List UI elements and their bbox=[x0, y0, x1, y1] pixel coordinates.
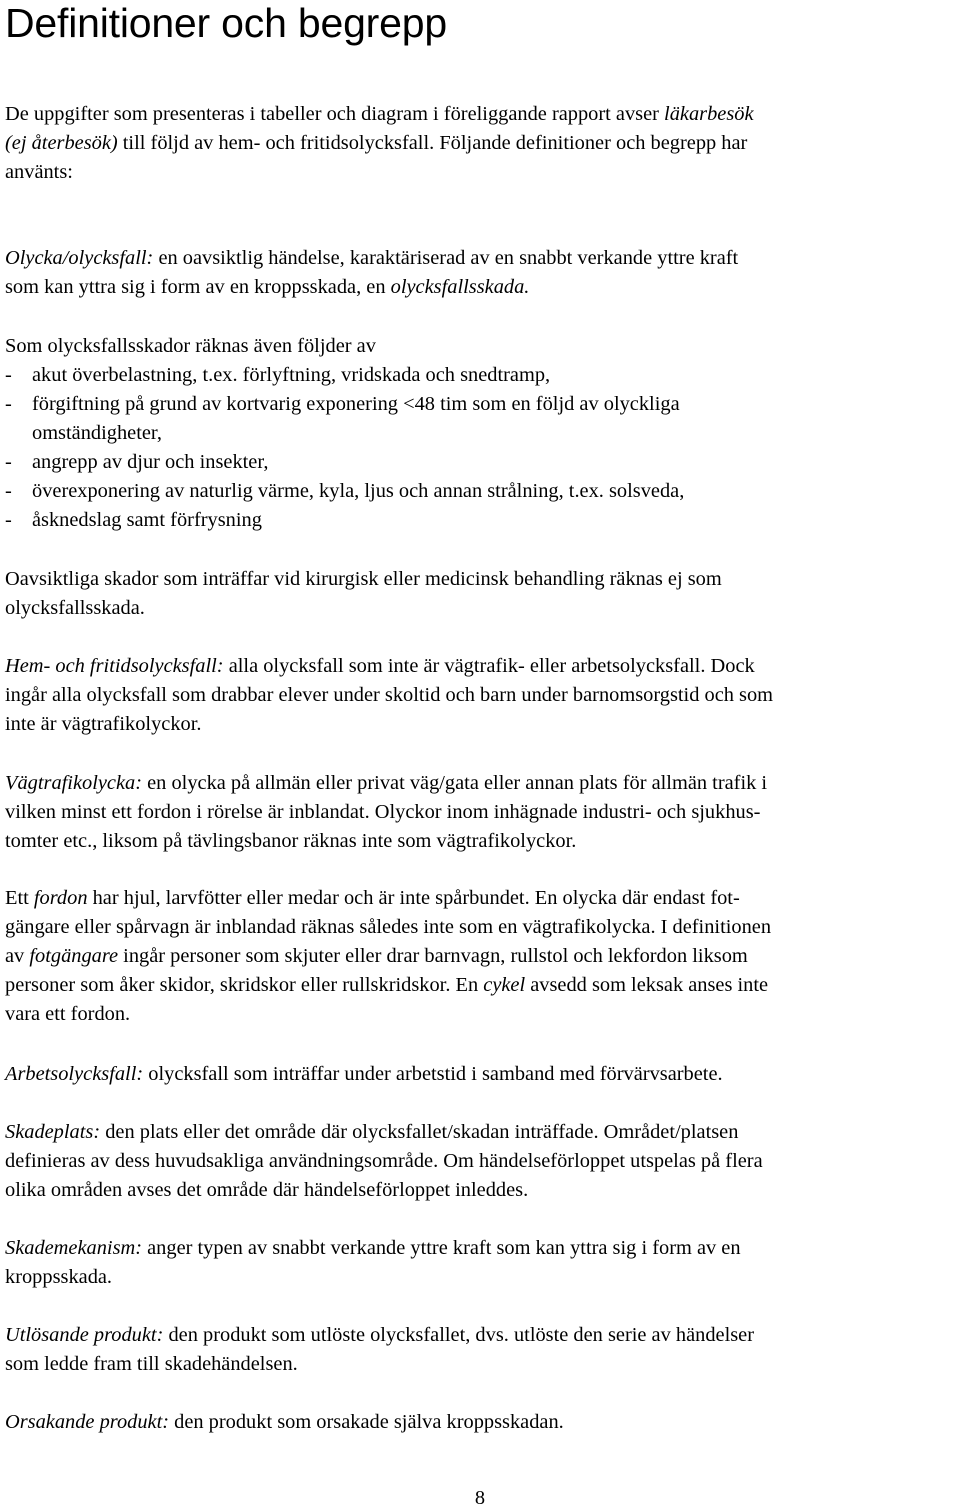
definition-line: som ledde fram till skadehändelsen. bbox=[5, 1353, 298, 1375]
paragraph-line: olycksfallsskada. bbox=[5, 597, 145, 619]
list-dash: - bbox=[5, 393, 12, 415]
list-item-text: åsknedslag samt förfrysning bbox=[32, 509, 262, 531]
foljder-heading: Som olycksfallsskador räknas även följder av bbox=[5, 335, 376, 357]
definition-term: Vägtrafikolycka: bbox=[5, 772, 143, 794]
definition-hem-och-fritid bbox=[5, 652, 955, 739]
definition-line bbox=[5, 1321, 955, 1350]
intro-term-lakarbesok: läkarbesök bbox=[664, 103, 754, 125]
term-fotgangare: fotgängare bbox=[29, 945, 119, 967]
definition-line: olika områden avses det område där händelseförloppet inleddes. bbox=[5, 1179, 529, 1201]
definition-line: gängare eller spårvagn är inblandad räknas således inte som en vägtrafikolycka. I definitionen bbox=[5, 916, 772, 938]
definition-term: Utlösande produkt: bbox=[5, 1324, 164, 1346]
page-title: Definitioner och begrepp bbox=[5, 0, 447, 46]
definition-term: Olycka/olycksfall: bbox=[5, 247, 154, 269]
definition-line: definieras av dess huvudsakliga användningsområde. Om händelseförloppet utspelas på flera bbox=[5, 1150, 763, 1172]
definition-skademekanism bbox=[5, 1234, 955, 1292]
definition-line bbox=[5, 769, 955, 798]
definition-text: ingår personer som skjuter eller drar barnvagn, rullstol och lekfordon liksom bbox=[118, 945, 748, 967]
definition-fordon bbox=[5, 884, 955, 1029]
definition-vagtrafikolycka bbox=[5, 769, 955, 856]
paragraph-line: Oavsiktliga skador som inträffar vid kirurgisk eller medicinsk behandling räknas ej som bbox=[5, 568, 722, 590]
intro-term-ej-aterbesok: (ej återbesök) bbox=[5, 132, 118, 154]
list-dash: - bbox=[5, 509, 12, 531]
definition-line bbox=[5, 1408, 955, 1437]
list-item bbox=[5, 506, 955, 535]
definition-orsakande-produkt bbox=[5, 1408, 955, 1437]
definition-line: ingår alla olycksfall som drabbar elever under skoltid och barn under barnomsorgstid och som bbox=[5, 684, 774, 706]
definition-text: Ett bbox=[5, 887, 34, 909]
list-dash: - bbox=[5, 480, 12, 502]
definition-line bbox=[5, 971, 955, 1000]
definition-line bbox=[5, 273, 955, 302]
definition-line bbox=[5, 652, 955, 681]
list-item bbox=[5, 448, 955, 477]
intro-text: till följd av hem- och fritidsolycksfall. Följande definitioner och begrepp har bbox=[117, 132, 748, 154]
list-item-text: överexponering av naturlig värme, kyla, ljus och annan strålning, t.ex. solsveda, bbox=[32, 480, 685, 502]
definition-utlosande-produkt bbox=[5, 1321, 955, 1379]
definition-text: alla olycksfall som inte är vägtrafik- eller arbetsolycksfall. Dock bbox=[223, 655, 755, 677]
intro-paragraph bbox=[5, 100, 955, 187]
definition-term: Arbetsolycksfall: bbox=[5, 1063, 144, 1085]
definition-text: av bbox=[5, 945, 30, 967]
definition-line bbox=[5, 1118, 955, 1147]
definition-text: personer som åker skidor, skridskor eller rullskridskor. En bbox=[5, 974, 484, 996]
definition-line bbox=[5, 884, 955, 913]
definition-line: tomter etc., liksom på tävlingsbanor räknas inte som vägtrafikolyckor. bbox=[5, 830, 577, 852]
definition-olycka bbox=[5, 244, 955, 302]
list-item-text: angrepp av djur och insekter, bbox=[32, 451, 269, 473]
definition-line bbox=[5, 244, 955, 273]
list-item-text: förgiftning på grund av kortvarig exponering <48 tim som en följd av olyckliga bbox=[32, 393, 680, 415]
list-dash: - bbox=[5, 451, 12, 473]
list-item-text: akut överbelastning, t.ex. förlyftning, vridskada och snedtramp, bbox=[32, 364, 551, 386]
page-number: 8 bbox=[474, 1487, 486, 1509]
definition-term: Orsakande produkt: bbox=[5, 1411, 170, 1433]
definition-line: inte är vägtrafikolyckor. bbox=[5, 713, 202, 735]
definition-term: Skadeplats: bbox=[5, 1121, 101, 1143]
definition-text: en oavsiktlig händelse, karaktäriserad av en snabbt verkande yttre kraft bbox=[153, 247, 739, 269]
intro-line-1 bbox=[5, 100, 955, 129]
definition-text: anger typen av snabbt verkande yttre kraft som kan yttra sig i form av en bbox=[142, 1237, 741, 1259]
definition-text: den plats eller det område där olycksfallet/skadan inträffade. Området/platsen bbox=[100, 1121, 739, 1143]
definition-text: den produkt som utlöste olycksfallet, dvs. utlöste den serie av händelser bbox=[163, 1324, 755, 1346]
oavsiktliga-paragraph bbox=[5, 565, 955, 623]
list-item bbox=[5, 477, 955, 506]
definition-text: en olycka på allmän eller privat väg/gata eller annan plats för allmän trafik i bbox=[142, 772, 768, 794]
definition-line: vilken minst ett fordon i rörelse är inblandat. Olyckor inom inhägnade industri- och sjukhus- bbox=[5, 801, 761, 823]
term-cykel: cykel bbox=[483, 974, 526, 996]
term-olycksfallsskada: olycksfallsskada. bbox=[390, 276, 530, 298]
intro-text: De uppgifter som presenteras i tabeller och diagram i föreliggande rapport avser bbox=[5, 103, 665, 125]
definition-text: den produkt som orsakade själva kroppsskadan. bbox=[169, 1411, 564, 1433]
definition-line bbox=[5, 1060, 955, 1089]
definition-skadeplats bbox=[5, 1118, 955, 1205]
definition-line: vara ett fordon. bbox=[5, 1003, 131, 1025]
foljder-section bbox=[5, 332, 955, 535]
definition-term: Skademekanism: bbox=[5, 1237, 143, 1259]
term-fordon: fordon bbox=[33, 887, 88, 909]
list-dash: - bbox=[5, 364, 12, 386]
definition-text: som kan yttra sig i form av en kroppsskada, en bbox=[5, 276, 391, 298]
intro-line-3: använts: bbox=[5, 161, 73, 183]
list-item-continuation: omständigheter, bbox=[32, 422, 162, 444]
definition-arbetsolycksfall bbox=[5, 1060, 955, 1089]
list-item bbox=[5, 390, 955, 419]
definition-text: avsedd som leksak anses inte bbox=[525, 974, 769, 996]
definition-line: kroppsskada. bbox=[5, 1266, 113, 1288]
definition-text: olycksfall som inträffar under arbetstid i samband med förvärvsarbete. bbox=[143, 1063, 723, 1085]
definition-term: Hem- och fritidsolycksfall: bbox=[5, 655, 224, 677]
definition-text: har hjul, larvfötter eller medar och är inte spårbundet. En olycka där endast fot- bbox=[87, 887, 740, 909]
definition-line bbox=[5, 942, 955, 971]
definition-line bbox=[5, 1234, 955, 1263]
intro-line-2 bbox=[5, 129, 955, 158]
list-item bbox=[5, 361, 955, 390]
